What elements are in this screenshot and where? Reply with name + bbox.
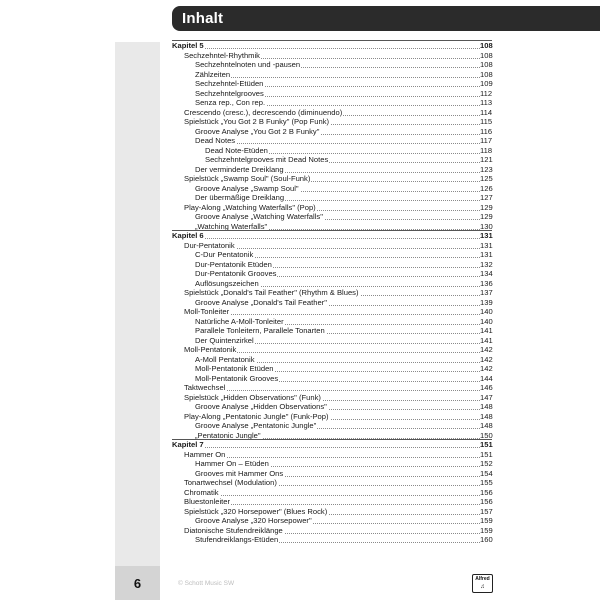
toc-entry-page: 129	[480, 202, 493, 212]
toc-entry-title: Groove Analyse „Watching Waterfalls"	[195, 212, 323, 221]
toc-entry-page: 132	[480, 259, 493, 269]
toc-entry-page: 123	[480, 164, 493, 174]
toc-entry	[172, 355, 492, 365]
table-of-contents	[172, 41, 492, 545]
toc-entry-page: 148	[480, 402, 493, 411]
toc-entry-page: 155	[480, 478, 493, 487]
toc-entry-title: Dur-Pentatonik Etüden	[195, 259, 272, 269]
toc-entry-title: Kapitel 7	[172, 440, 204, 449]
toc-entry-title: Dead Note-Etüden	[205, 145, 268, 155]
toc-entry-page: 125	[480, 174, 493, 183]
toc-entry-title: Bluestonleiter	[184, 497, 231, 506]
toc-entry-title: A-Moll Pentatonik	[195, 354, 255, 364]
toc-entry-page: 142	[480, 354, 493, 364]
dot-leader	[184, 390, 480, 391]
toc-entry	[172, 393, 492, 403]
toc-entry-title: Hammer On – Etüden	[195, 459, 269, 468]
toc-entry-title: Spielstück „Donald's Tail Feather" (Rhythm & Blues)	[184, 288, 359, 297]
toc-entry-page: 144	[480, 373, 493, 383]
toc-entry-page: 148	[480, 421, 493, 430]
toc-entry	[172, 421, 492, 431]
toc-entry	[172, 193, 492, 203]
toc-entry-page: 159	[480, 525, 493, 535]
dot-leader	[172, 48, 480, 49]
toc-entry	[172, 117, 492, 127]
toc-entry-title: Hammer On	[184, 449, 226, 459]
toc-entry-page: 159	[480, 516, 493, 525]
toc-entry-page: 136	[480, 278, 493, 288]
toc-entry-page: 151	[480, 440, 493, 449]
toc-entry	[172, 478, 492, 488]
toc-entry-page: 113	[480, 98, 493, 107]
toc-entry-page: 134	[480, 269, 493, 278]
toc-entry	[172, 60, 492, 70]
toc-entry-title: Zählzeiten	[195, 69, 231, 79]
toc-entry	[172, 174, 492, 184]
toc-entry-page: 140	[480, 316, 493, 326]
toc-entry-page: 116	[480, 126, 493, 136]
toc-entry-title: Kapitel 5	[172, 41, 204, 50]
toc-entry-page: 151	[480, 449, 493, 459]
toc-entry-title: Parallele Tonleitern, Parallele Tonarten	[195, 326, 325, 335]
toc-entry	[172, 526, 492, 536]
toc-entry	[172, 507, 492, 517]
toc-entry-page: 108	[480, 69, 493, 79]
toc-entry	[172, 383, 492, 393]
toc-entry	[172, 288, 492, 298]
toc-entry-title: Moll-Pentatonik	[184, 345, 237, 354]
publisher-logo: Alfred ♫	[472, 574, 493, 593]
toc-entry-title: Kapitel 6	[172, 231, 204, 240]
toc-entry-page: 140	[480, 307, 493, 316]
dot-leader	[195, 77, 480, 78]
toc-entry-page: 150	[480, 430, 493, 440]
toc-entry-title: Crescendo (cresc.), decrescendo (diminuendo)	[184, 107, 343, 117]
header-bar	[172, 6, 600, 31]
toc-entry-title: Groove Analyse „Swamp Soul"	[195, 183, 299, 193]
toc-entry-title: Sechzehntel-Rhythmik	[184, 50, 260, 60]
toc-entry-title: Taktwechsel	[184, 383, 226, 392]
toc-entry-page: 142	[480, 364, 493, 373]
toc-entry	[172, 260, 492, 270]
toc-entry	[172, 298, 492, 308]
page-number: 6	[133, 576, 142, 591]
toc-entry-title: Chromatik	[184, 487, 219, 497]
toc-entry-title: Groove Analyse „320 Horsepower"	[195, 516, 312, 525]
toc-entry	[172, 51, 492, 61]
toc-entry-page: 127	[480, 193, 493, 202]
toc-entry-title: C-Dur Pentatonik	[195, 250, 254, 259]
toc-entry-title: Diatonische Stufendreiklänge	[184, 525, 283, 535]
toc-entry-page: 129	[480, 212, 493, 221]
toc-entry	[172, 459, 492, 469]
toc-entry-page: 115	[480, 117, 493, 126]
toc-entry	[172, 212, 492, 222]
toc-entry-title: Sechzehntel-Etüden	[195, 79, 264, 88]
toc-entry-page: 108	[480, 41, 493, 50]
toc-entry-page: 117	[480, 136, 493, 145]
toc-entry-page: 114	[480, 107, 493, 117]
toc-entry-title: Dur-Pentatonik Grooves	[195, 269, 277, 278]
toc-entry	[172, 250, 492, 260]
toc-entry-page: 137	[480, 288, 493, 297]
toc-entry	[172, 374, 492, 384]
toc-entry	[172, 184, 492, 194]
toc-entry	[172, 488, 492, 498]
toc-entry	[172, 326, 492, 336]
dot-leader	[184, 457, 480, 458]
toc-entry-title: Stufendreiklangs-Etüden	[195, 535, 279, 544]
toc-entry-page: 108	[480, 50, 493, 60]
toc-entry	[172, 79, 492, 89]
toc-entry-title: Grooves mit Hammer Ons	[195, 468, 284, 478]
toc-entry-page: 142	[480, 345, 493, 354]
toc-entry-page: 160	[480, 535, 493, 544]
toc-entry	[172, 336, 492, 346]
toc-chapter-heading	[172, 41, 492, 51]
toc-entry-page: 147	[480, 392, 493, 402]
toc-entry-title: „Watching Waterfalls"	[195, 221, 268, 231]
toc-entry-page: 131	[480, 231, 493, 240]
toc-entry	[172, 516, 492, 526]
toc-entry-page: 126	[480, 183, 493, 193]
toc-entry-page: 109	[480, 79, 493, 88]
toc-entry	[172, 165, 492, 175]
toc-entry-page: 152	[480, 459, 493, 468]
toc-entry	[172, 412, 492, 422]
toc-entry-page: 131	[480, 250, 493, 259]
toc-chapter-heading	[172, 440, 492, 450]
sidebar-margin-bar	[115, 42, 160, 566]
toc-entry	[172, 98, 492, 108]
toc-entry-page: 118	[480, 145, 493, 155]
toc-entry	[172, 269, 492, 279]
toc-entry	[172, 155, 492, 165]
dot-leader	[195, 143, 480, 144]
toc-entry	[172, 402, 492, 412]
toc-entry-page: 156	[480, 487, 493, 497]
toc-entry-page: 112	[480, 88, 493, 98]
toc-entry-page: 131	[480, 240, 493, 250]
toc-entry-title: Senza rep., Con rep.	[195, 98, 266, 107]
toc-entry-title: Spielstück „Swamp Soul" (Soul-Funk)	[184, 174, 311, 183]
toc-entry	[172, 89, 492, 99]
toc-entry-page: 148	[480, 411, 493, 421]
toc-entry	[172, 345, 492, 355]
toc-entry	[172, 108, 492, 118]
toc-entry-page: 157	[480, 506, 493, 516]
page-title: Inhalt	[182, 10, 224, 27]
toc-entry-title: Der Quintenzirkel	[195, 335, 254, 345]
toc-entry-title: Play-Along „Watching Waterfalls" (Pop)	[184, 202, 316, 212]
toc-entry-title: Moll-Pentatonik Grooves	[195, 373, 279, 383]
toc-entry-title: Groove Analyse „Pentatonic Jungle"	[195, 421, 317, 430]
toc-entry-page: 141	[480, 335, 493, 345]
toc-entry-page: 146	[480, 383, 493, 392]
toc-entry-title: Groove Analyse „Hidden Observations"	[195, 402, 327, 411]
toc-entry-title: Auflösungszeichen	[195, 278, 259, 288]
dot-leader	[172, 447, 480, 448]
toc-entry-title: Moll-Pentatonik Etüden	[195, 364, 274, 373]
toc-entry-title: Natürliche A-Moll-Tonleiter	[195, 316, 284, 326]
toc-entry-title: Play-Along „Pentatonic Jungle" (Funk-Pop)	[184, 411, 329, 421]
toc-entry-page: 141	[480, 326, 493, 335]
toc-entry-title: Der übermäßige Dreiklang	[195, 193, 285, 202]
toc-entry-title: Spielstück „Hidden Observations" (Funk)	[184, 392, 321, 402]
toc-chapter-heading	[172, 231, 492, 241]
toc-entry	[172, 203, 492, 213]
toc-entry	[172, 279, 492, 289]
toc-entry	[172, 450, 492, 460]
toc-entry-title: Tonartwechsel (Modulation)	[184, 478, 277, 487]
toc-entry-page: 108	[480, 60, 493, 69]
toc-entry-page: 154	[480, 468, 493, 478]
toc-entry	[172, 469, 492, 479]
toc-entry-title: Spielstück „320 Horsepower" (Blues Rock)	[184, 506, 328, 516]
toc-entry-title: Spielstück „You Got 2 B Funky" (Pop Funk)	[184, 117, 330, 126]
toc-entry-title: Sechzehntelgrooves mit Dead Notes	[205, 155, 329, 164]
toc-entry	[172, 146, 492, 156]
toc-entry	[172, 317, 492, 327]
toc-entry	[172, 136, 492, 146]
toc-entry	[172, 364, 492, 374]
toc-entry-page: 139	[480, 297, 493, 307]
toc-entry-title: Der verminderte Dreiklang	[195, 164, 284, 174]
toc-entry-title: Moll-Tonleiter	[184, 307, 230, 316]
toc-entry	[172, 241, 492, 251]
toc-entry-title: „Pentatonic Jungle"	[195, 430, 261, 440]
toc-entry-title: Dur-Pentatonik	[184, 240, 235, 250]
toc-entry-title: Sechzehntelgrooves	[195, 88, 264, 98]
toc-entry-page: 156	[480, 497, 493, 506]
dot-leader	[184, 495, 480, 496]
toc-entry-page: 130	[480, 221, 493, 231]
toc-entry-page: 121	[480, 155, 493, 164]
toc-entry	[172, 127, 492, 137]
dot-leader	[172, 238, 480, 239]
toc-entry	[172, 535, 492, 545]
toc-entry	[172, 307, 492, 317]
toc-entry-title: Sechzehntelnoten und -pausen	[195, 60, 301, 69]
toc-entry-title: Dead Notes	[195, 136, 236, 145]
toc-entry-title: Groove Analyse „You Got 2 B Funky"	[195, 126, 320, 136]
toc-entry	[172, 497, 492, 507]
footer-copyright: © Schott Music SW	[178, 580, 235, 587]
toc-entry-title: Groove Analyse „Donald's Tail Feather"	[195, 297, 327, 307]
toc-entry	[172, 70, 492, 80]
